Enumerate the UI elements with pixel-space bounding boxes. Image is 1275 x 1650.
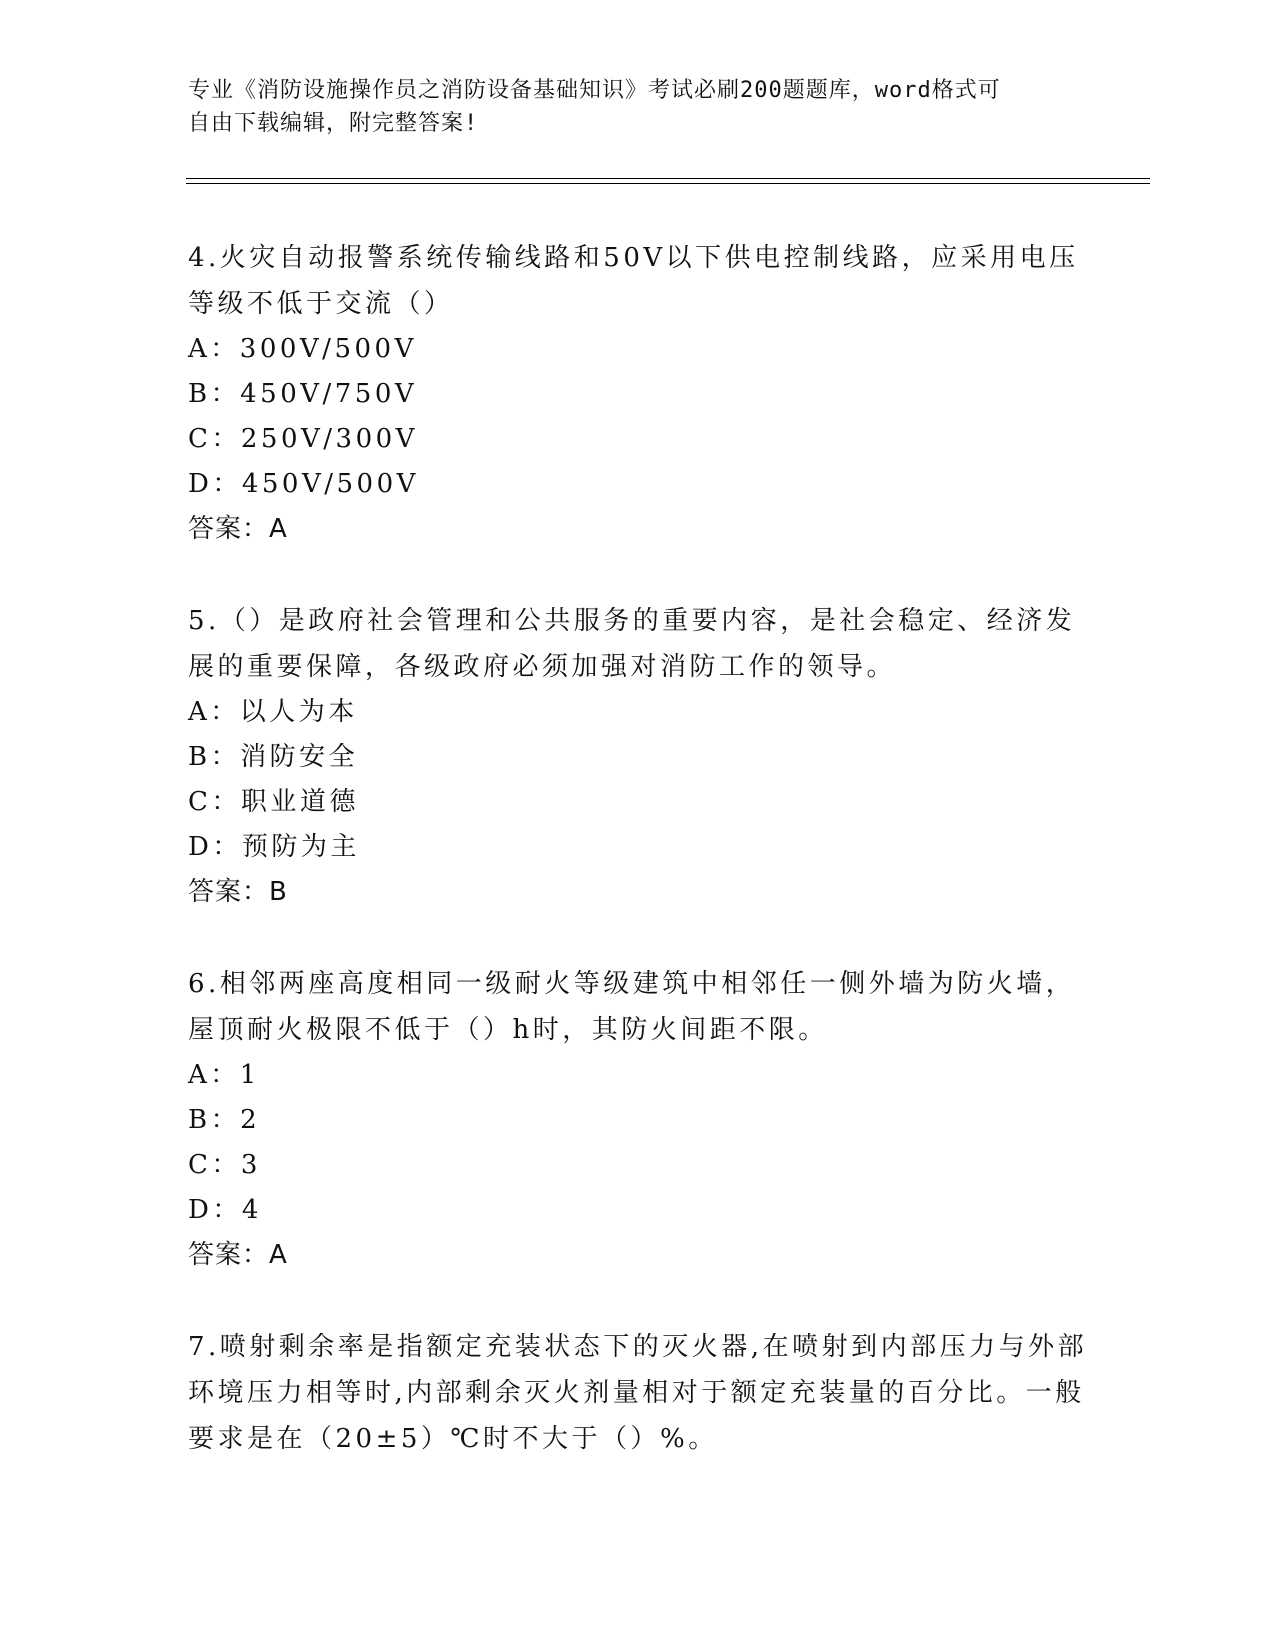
option-c: C：3: [188, 1150, 261, 1180]
option-c: C：250V/300V: [188, 424, 418, 454]
option-b: B：消防安全: [188, 742, 359, 772]
option-c: C：职业道德: [188, 787, 359, 817]
question-stem-line: 等级不低于交流（）: [188, 289, 454, 319]
option-b: B：450V/750V: [188, 379, 418, 409]
question-4: [188, 235, 1088, 552]
question-5: [188, 598, 1088, 915]
option-d: D：450V/500V: [188, 469, 419, 499]
answer: 答案：A: [188, 514, 288, 544]
answer: 答案：B: [188, 877, 288, 907]
header-divider-top: [186, 178, 1150, 179]
question-stem-line: 屋顶耐火极限不低于（）h时，其防火间距不限。: [188, 1015, 828, 1045]
question-stem-line: 环境压力相等时,内部剩余灭火剂量相对于额定充装量的百分比。一般: [188, 1378, 1085, 1408]
question-stem-line: 7.喷射剩余率是指额定充装状态下的灭火器,在喷射到内部压力与外部: [188, 1332, 1088, 1362]
question-7: [188, 1324, 1088, 1462]
header-divider-bottom: [186, 183, 1150, 184]
option-a: A：300V/500V: [188, 334, 417, 364]
option-d: D：4: [188, 1195, 262, 1225]
question-stem-line: 4.火灾自动报警系统传输线路和50V以下供电控制线路，应采用电压: [188, 243, 1079, 273]
option-a: A：以人为本: [188, 697, 358, 727]
document-header: [188, 74, 1068, 140]
header-line-1: 专业《消防设施操作员之消防设备基础知识》考试必刷200题题库，word格式可: [188, 78, 1001, 103]
question-6: [188, 961, 1088, 1278]
question-stem-line: 要求是在（20±5）℃时不大于（）%。: [188, 1424, 718, 1454]
option-d: D：预防为主: [188, 832, 360, 862]
question-stem-line: 5.（）是政府社会管理和公共服务的重要内容，是社会稳定、经济发: [188, 606, 1076, 636]
option-b: B：2: [188, 1105, 261, 1135]
option-a: A：1: [188, 1060, 260, 1090]
question-stem-line: 展的重要保障，各级政府必须加强对消防工作的领导。: [188, 652, 897, 682]
answer: 答案：A: [188, 1240, 288, 1270]
header-line-2: 自由下载编辑，附完整答案!: [188, 111, 479, 136]
question-stem-line: 6.相邻两座高度相同一级耐火等级建筑中相邻任一侧外墙为防火墙，: [188, 969, 1076, 999]
